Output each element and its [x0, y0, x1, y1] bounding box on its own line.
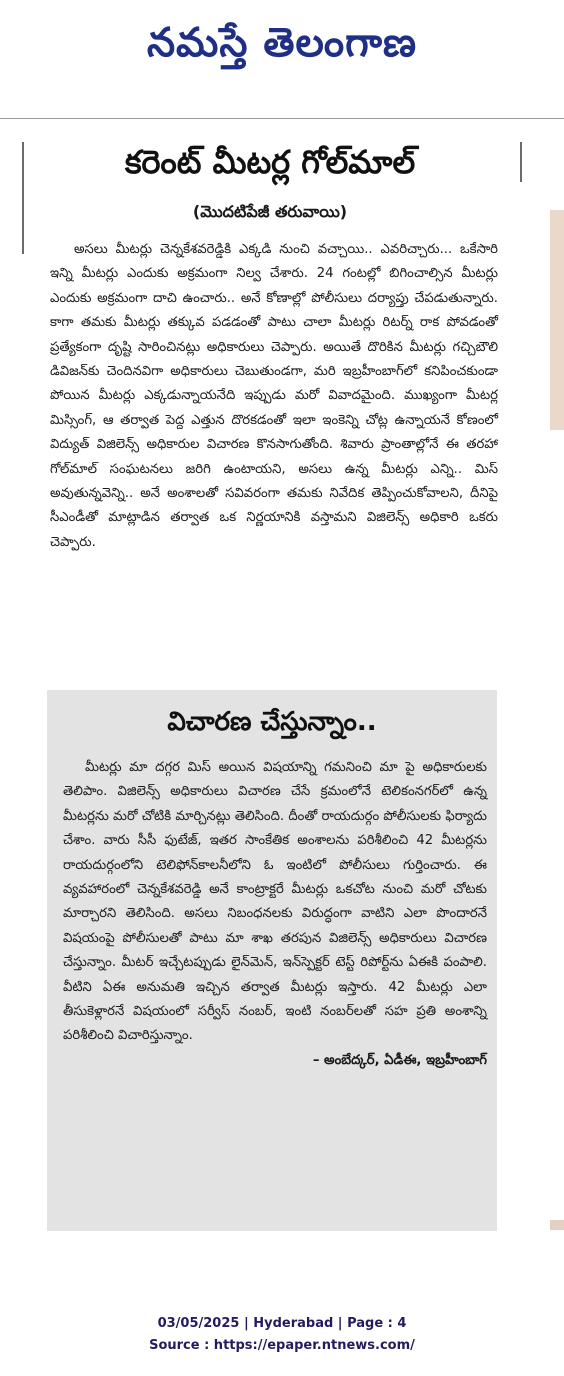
newspaper-logo: నమస్తే తెలంగాణ	[146, 19, 418, 66]
masthead	[0, 0, 564, 92]
adjacent-photo	[550, 210, 564, 430]
quote-box-text: మీటర్లు మా దగ్గర మిస్ అయిన విషయాన్ని గమనించి మా పై అధికారులకు తెలిపాం. విజిలెన్స్ అధికారులు విచారణ చేసే క్రమంలోనే టెలికంనగర్‌లో ఉన్న మీటర్లను మరో చోటికి మార్చినట్లు తెలిసింది. దీంతో రాయదుర్గం పోలీసులకు ఫిర్యాదు చేశాం. వారు సీసీ ఫుటేజ్, ఇతర సాంకేతిక అంశాలను పరిశీలించి 42 మీటర్లను రాయదుర్గంలోని టెలిఫోన్‌కాలనీలోని ఓ ఇంటిలో పోలీసులు గుర్తించారు. ఈ వ్యవహారంలో చెన్నకేశవరెడ్డి అనే కాంట్రాక్టరే మీటర్లు ఒకచోట నుంచి మరో చోటకు మార్చారని తెలిసింది. అసలు నిబంధనలకు విరుద్ధంగా వాటిని ఎలా పొందారనే విషయంపై పోలీసులతో పాటు మా శాఖ తరపున విజిలెన్స్ అధికారులు విచారణ చేస్తున్నాం. మీటర్ ఇచ్చేటప్పుడు లైన్‌మెన్, ఇన్‌స్పెక్టర్ టెస్ట్ రిపోర్ట్‌ను ఏఈకి పంపాలి. వీటిని ఏఈ అనుమతి ఇచ్చిన తర్వాత మీటర్లు ఇస్తారు. 42 మీటర్లు ఎలా తీసుకెళ్లారనే విషయంలో సర్వీస్ నంబర్, ఇంటి నంబర్‌లతో సహ ప్రతి అంశాన్ని పరిశీలించి విచారిస్తున్నాం.	[63, 760, 487, 1044]
column-divider-left	[22, 142, 24, 254]
quote-box-title: విచారణ చేస్తున్నాం..	[167, 707, 377, 737]
quote-box-signature: – అంబేద్కర్, ఏడీఈ, ఇబ్రహీంబాగ్	[312, 1052, 487, 1068]
column-divider-right	[520, 142, 522, 182]
quote-box	[47, 690, 497, 1231]
masthead-divider	[0, 118, 564, 119]
footer-edition-info: 03/05/2025 | Hyderabad | Page : 4	[157, 1316, 407, 1331]
adjacent-photo-bottom	[550, 1220, 564, 1230]
quote-box-body	[63, 756, 487, 1073]
footer-source-link[interactable]: Source : https://epaper.ntnews.com/	[149, 1338, 415, 1353]
article-body: అసలు మీటర్లు చెన్నకేశవరెడ్డికి ఎక్కడి నుంచి వచ్చాయి.. ఎవరిచ్చారు... ఒకేసారి ఇన్ని మీటర్లు ఎందుకు అక్రమంగా నిల్వ చేశారు. 24 గంటల్లో బిగించాల్సిన మీటర్లు ఎందుకు అక్రమంగా దాచి ఉంచారు.. అనే కోణాల్లో పోలీసులు దర్యాప్తు చేపడుతున్నారు. కాగా తమకు మీటర్లు తక్కువ పడడంతో పాటు చాలా మీటర్లు రిటర్న్ రాక పోవడంతో ప్రత్యేకంగా దృష్టి సారించినట్లు అధికారులు చెప్పారు. అయితే దొరికిన మీటర్లు గచ్చిబౌలి డివిజన్‌కు చెందినవిగా అధికారులు చెబుతుండగా, మరి ఇబ్రహీంబాగ్‌లో కనిపించకుండా పోయిన మీటర్లు ఎక్కడున్నాయనేది ఇప్పుడు మరో వివాదమైంది. ముఖ్యంగా మీటర్ల మిస్సింగ్, ఆ తర్వాత పెద్ద ఎత్తున దొరకడంతో ఇలా ఇంకెన్ని చోట్ల ఉన్నాయనే కోణంలో విద్యుత్ విజిలెన్స్ అధికారుల విచారణ కొనసాగుతోంది. శివారు ప్రాంతాల్లోనే ఈ తరహా గోల్‌మాల్ సంఘటనలు జరిగి ఉంటాయని, అసలు ఉన్న మీటర్లు ఎన్ని.. మిస్ అవుతున్నవెన్ని.. అనే అంశాలతో సవివరంగా తమకు నివేదిక తెప్పించుకోవాలని, దీనిపై సీఎండీతో మాట్లాడిన తర్వాత ఒక నిర్ణయానికి వస్తామని విజిలెన్స్ అధికారి ఒకరు చెప్పారు.	[50, 242, 499, 550]
article-headline: కరెంట్ మీటర్ల గోల్‌మాల్	[124, 143, 416, 181]
page-footer	[0, 1313, 564, 1357]
article-continuation-note: (మొదటిపేజీ తరువాయి)	[192, 202, 348, 221]
adjacent-article-clipped	[540, 130, 564, 1230]
